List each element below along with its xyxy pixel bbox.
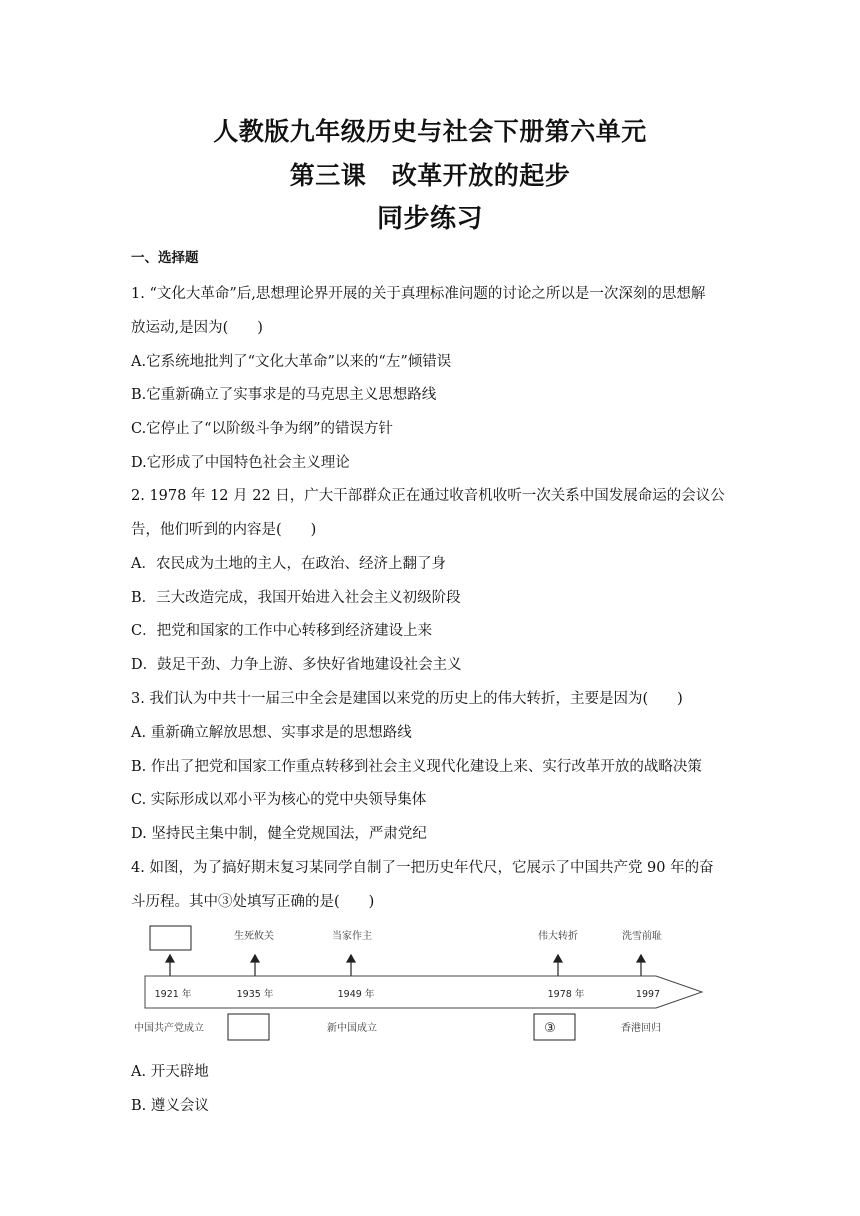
year-1935: 1935 年 bbox=[236, 989, 274, 1000]
section-heading: 一、选择题 bbox=[131, 250, 199, 266]
q1-option-a: A.它系统地批判了“文化大革命”以来的“左”倾错误 bbox=[131, 354, 452, 370]
blank-box-bottom-1935 bbox=[228, 1014, 269, 1040]
q3-option-a: A. 重新确立解放思想、实事求是的思想路线 bbox=[131, 725, 412, 741]
year-1997: 1997 bbox=[635, 989, 661, 1000]
q3-option-b: B. 作出了把党和国家工作重点转移到社会主义现代化建设上来、实行改革开放的战略决策 bbox=[131, 759, 702, 775]
q1-stem-line2: 放运动,是因为( ) bbox=[131, 320, 263, 336]
q1-stem-line1: 1. “文化大革命”后,思想理论界开展的关于真理标准问题的讨论之所以是一次深刻的思想解 bbox=[131, 286, 706, 302]
q1-option-c: C.它停止了“以阶级斗争为纲”的错误方针 bbox=[131, 421, 394, 437]
q2-stem-line1: 2. 1978 年 12 月 22 日，广大干部群众正在通过收音机收听一次关系中国发展命运的会议公 bbox=[131, 488, 725, 504]
q2-stem-line2: 告，他们听到的内容是( ) bbox=[131, 522, 317, 538]
doc-title-line1: 人教版九年级历史与社会下册第六单元 bbox=[213, 117, 647, 146]
q2-option-d: D．鼓足干劲、力争上游、多快好省地建设社会主义 bbox=[131, 657, 462, 673]
q3-option-c: C. 实际形成以邓小平为核心的党中央领导集体 bbox=[131, 792, 427, 808]
top-label-1949: 当家作主 bbox=[332, 931, 372, 942]
doc-title-line3: 同步练习 bbox=[376, 204, 483, 234]
doc-title-line2: 第三课 改革开放的起步 bbox=[289, 161, 571, 190]
q2-option-a: A．农民成为土地的主人，在政治、经济上翻了身 bbox=[131, 556, 446, 572]
timeline-bar bbox=[145, 976, 702, 1008]
top-label-1978: 伟大转折 bbox=[538, 931, 578, 942]
q1-option-b: B.它重新确立了实事求是的马克思主义思想路线 bbox=[131, 387, 437, 403]
blank-box-top-1921 bbox=[150, 926, 191, 950]
year-1921: 1921 年 bbox=[154, 989, 192, 1000]
top-label-1935: 生死攸关 bbox=[234, 931, 274, 942]
q2-option-c: C．把党和国家的工作中心转移到经济建设上来 bbox=[131, 623, 433, 639]
bottom-label-1997: 香港回归 bbox=[621, 1023, 661, 1034]
q4-stem-line1: 4. 如图，为了搞好期末复习某同学自制了一把历史年代尺，它展示了中国共产党 90 年的奋 bbox=[131, 860, 714, 876]
top-label-1997: 洗雪前耻 bbox=[622, 931, 662, 942]
q4-option-a: A. 开天辟地 bbox=[131, 1064, 209, 1080]
q1-option-d: D.它形成了中国特色社会主义理论 bbox=[131, 455, 350, 471]
q2-option-b: B．三大改造完成，我国开始进入社会主义初级阶段 bbox=[131, 590, 461, 606]
year-1949: 1949 年 bbox=[337, 989, 375, 1000]
year-1978: 1978 年 bbox=[547, 989, 585, 1000]
q4-option-b: B. 遵义会议 bbox=[131, 1098, 209, 1114]
bottom-label-1949: 新中国成立 bbox=[327, 1023, 377, 1034]
q4-stem-line2: 斗历程。其中③处填写正确的是( ) bbox=[131, 894, 375, 910]
q3-stem-line1: 3. 我们认为中共十一届三中全会是建国以来党的历史上的伟大转折，主要是因为( ) bbox=[131, 691, 683, 707]
bottom-label-1921: 中国共产党成立 bbox=[134, 1023, 204, 1034]
q3-option-d: D. 坚持民主集中制，健全党规国法，严肃党纪 bbox=[131, 826, 427, 842]
circled-number-mark: ③ bbox=[544, 1021, 556, 1036]
